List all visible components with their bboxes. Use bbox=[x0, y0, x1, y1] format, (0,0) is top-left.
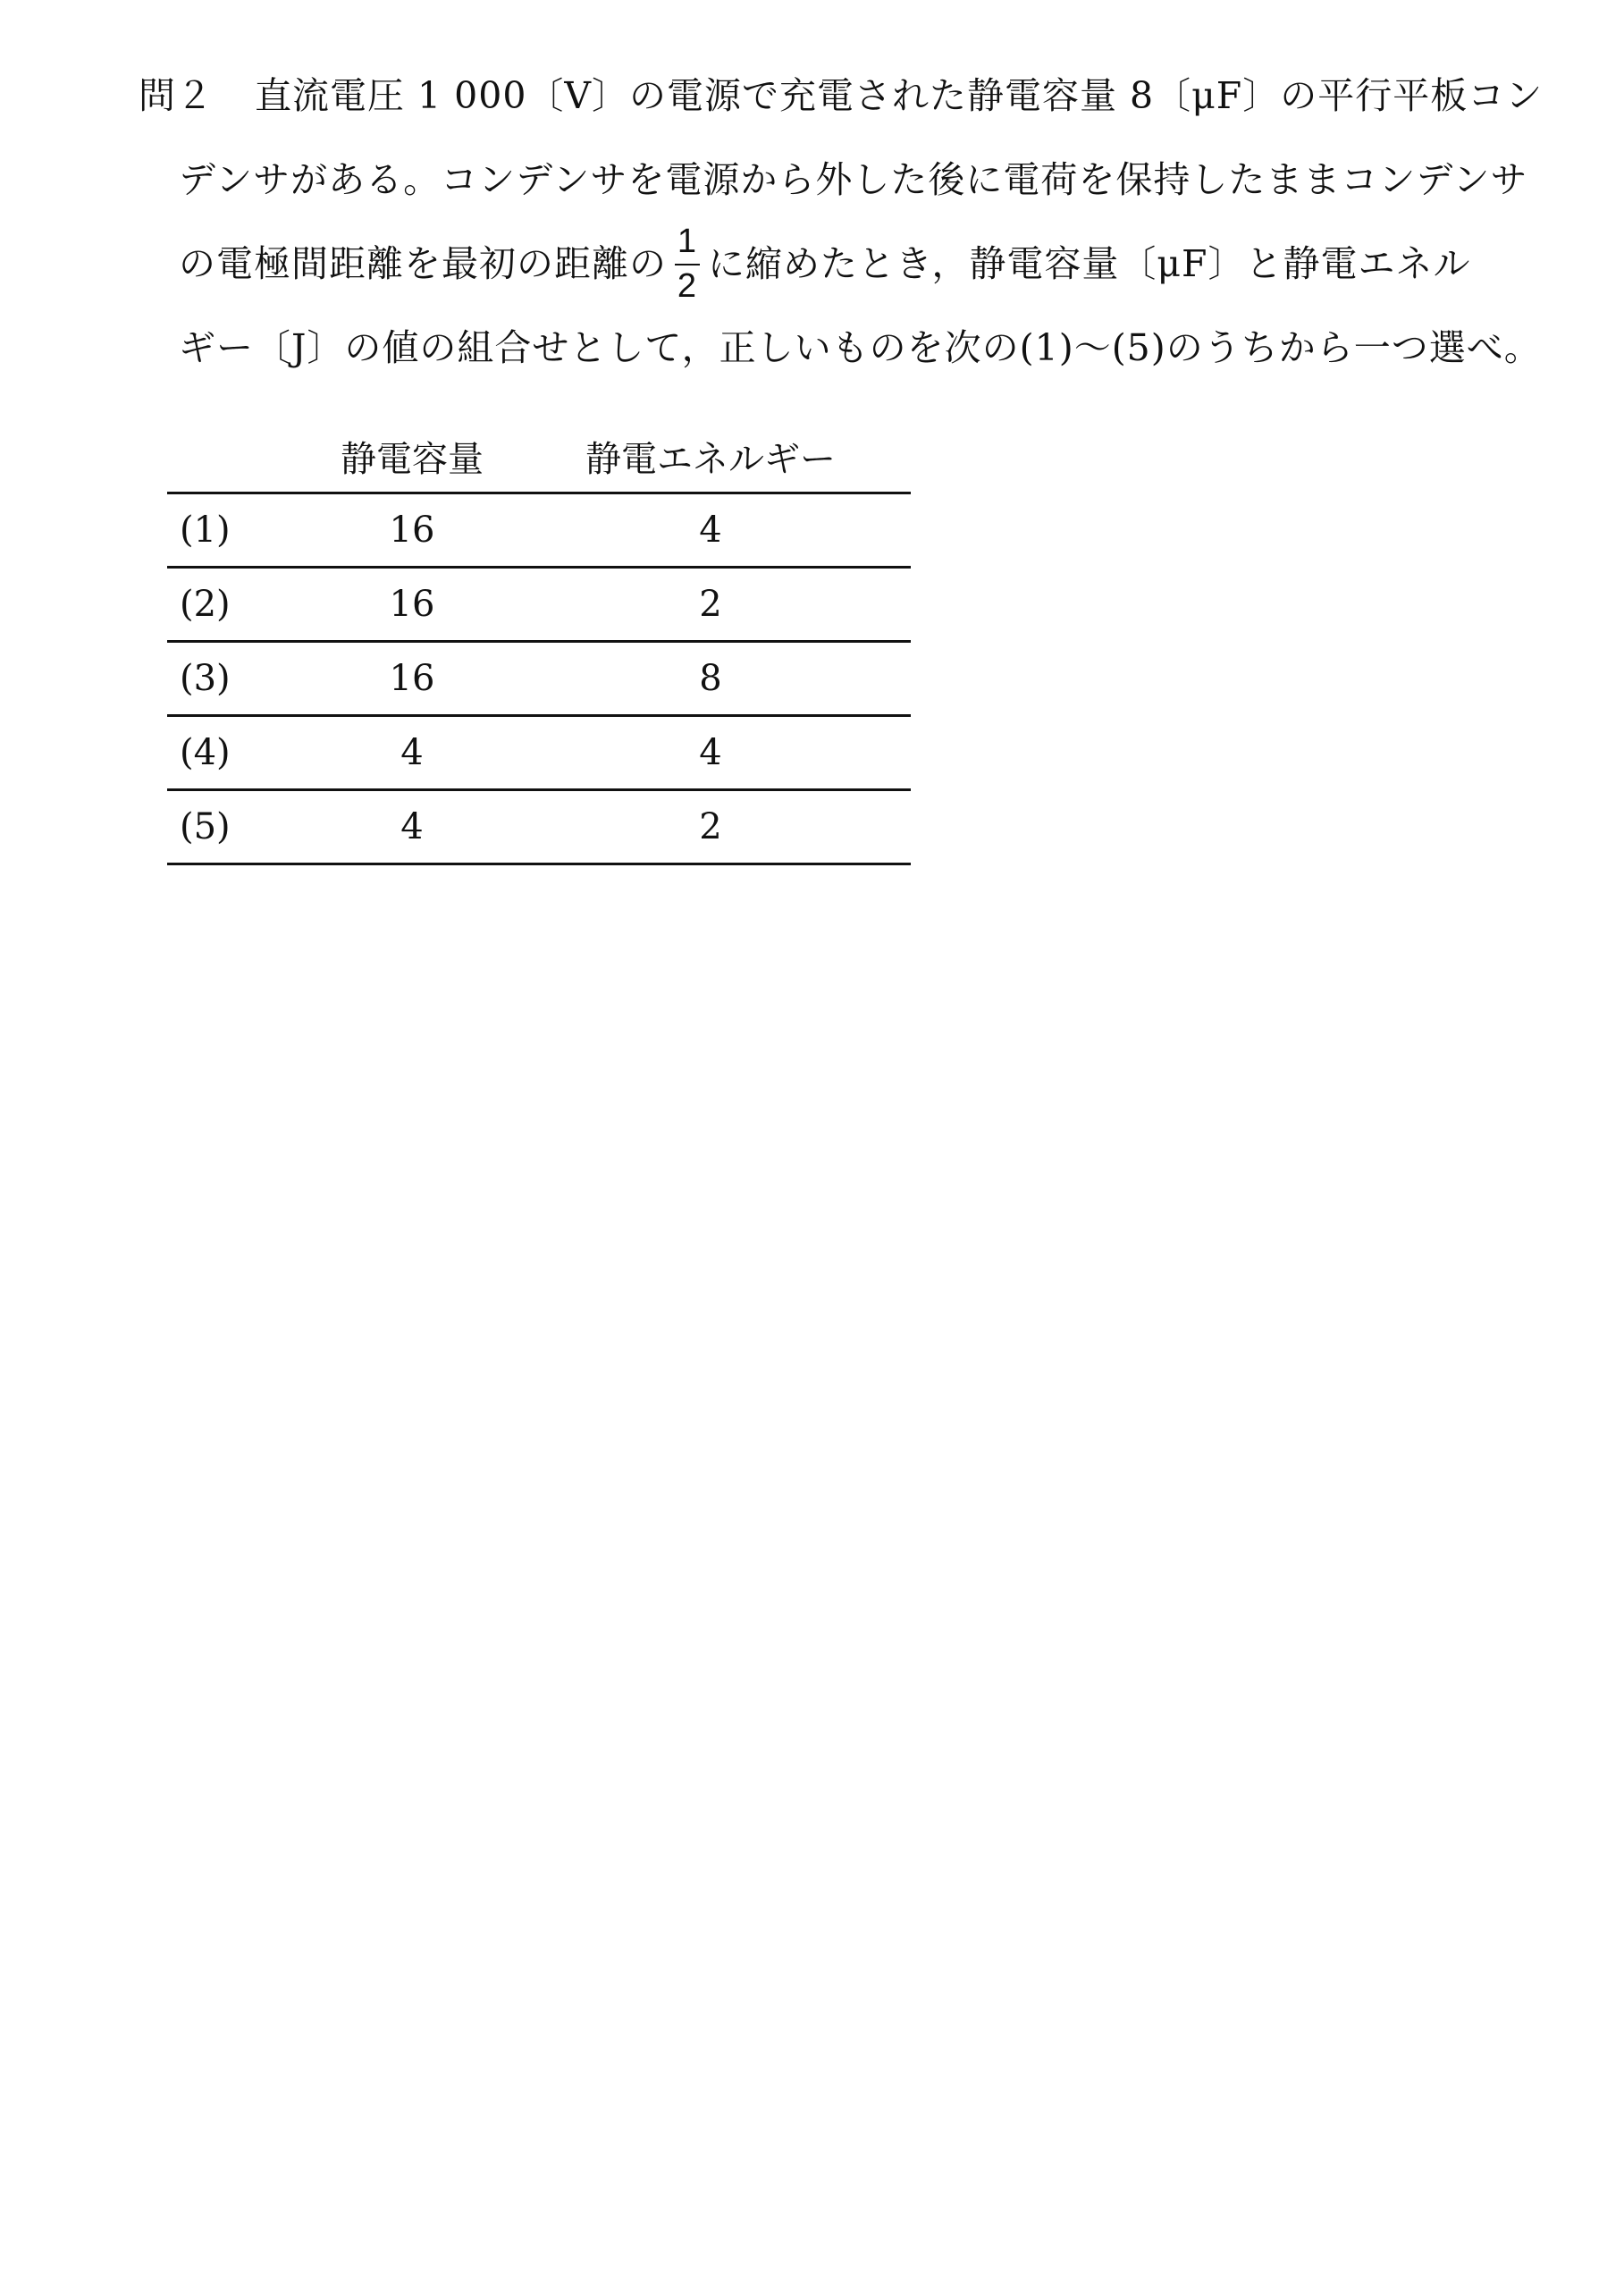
choice-number: (1) bbox=[167, 493, 314, 568]
answer-choices-table bbox=[167, 420, 911, 865]
question-line-1 bbox=[139, 54, 1551, 138]
choice-number: (5) bbox=[167, 790, 314, 864]
question-line-3-before: の電極間距離を最初の距離の bbox=[179, 242, 667, 285]
question-line-4: ギー〔J〕の値の組合せとして，正しいものを次の(1)～(5)のうちから一つ選べ。 bbox=[179, 326, 1542, 369]
energy-value: 8 bbox=[510, 642, 911, 716]
choice-number: (2) bbox=[167, 568, 314, 642]
capacitance-value: 4 bbox=[314, 790, 510, 864]
table-row bbox=[167, 568, 911, 642]
energy-value: 2 bbox=[510, 568, 911, 642]
header-energy: 静電エネルギー bbox=[510, 420, 911, 493]
capacitance-value: 4 bbox=[314, 716, 510, 790]
capacitance-value: 16 bbox=[314, 568, 510, 642]
question-line-3-after: に縮めたとき，静電容量〔μF〕と静電エネル bbox=[708, 242, 1471, 285]
question-line-2: デンサがある。コンデンサを電源から外した後に電荷を保持したままコンデンサ bbox=[179, 158, 1528, 201]
table-row bbox=[167, 642, 911, 716]
table-row bbox=[167, 493, 911, 568]
energy-value: 4 bbox=[510, 493, 911, 568]
question-number: 問２ bbox=[139, 74, 214, 117]
fraction-numerator: 1 bbox=[677, 223, 698, 260]
choice-number: (4) bbox=[167, 716, 314, 790]
question-line-3 bbox=[139, 222, 1551, 306]
table-row bbox=[167, 716, 911, 790]
table-row bbox=[167, 790, 911, 864]
table-header-row bbox=[167, 420, 911, 493]
question-line-1-text: 直流電圧 1 000〔V〕の電源で充電された静電容量 8〔μF〕の平行平板コン bbox=[255, 74, 1544, 117]
choice-number: (3) bbox=[167, 642, 314, 716]
energy-value: 2 bbox=[510, 790, 911, 864]
fraction-one-half bbox=[672, 222, 703, 306]
capacitance-value: 16 bbox=[314, 493, 510, 568]
fraction-denominator: 2 bbox=[677, 267, 698, 305]
capacitance-value: 16 bbox=[314, 642, 510, 716]
question-text bbox=[139, 54, 1551, 390]
fraction-bar bbox=[675, 264, 700, 265]
header-choice-number bbox=[167, 420, 314, 493]
header-capacitance: 静電容量 bbox=[314, 420, 510, 493]
energy-value: 4 bbox=[510, 716, 911, 790]
